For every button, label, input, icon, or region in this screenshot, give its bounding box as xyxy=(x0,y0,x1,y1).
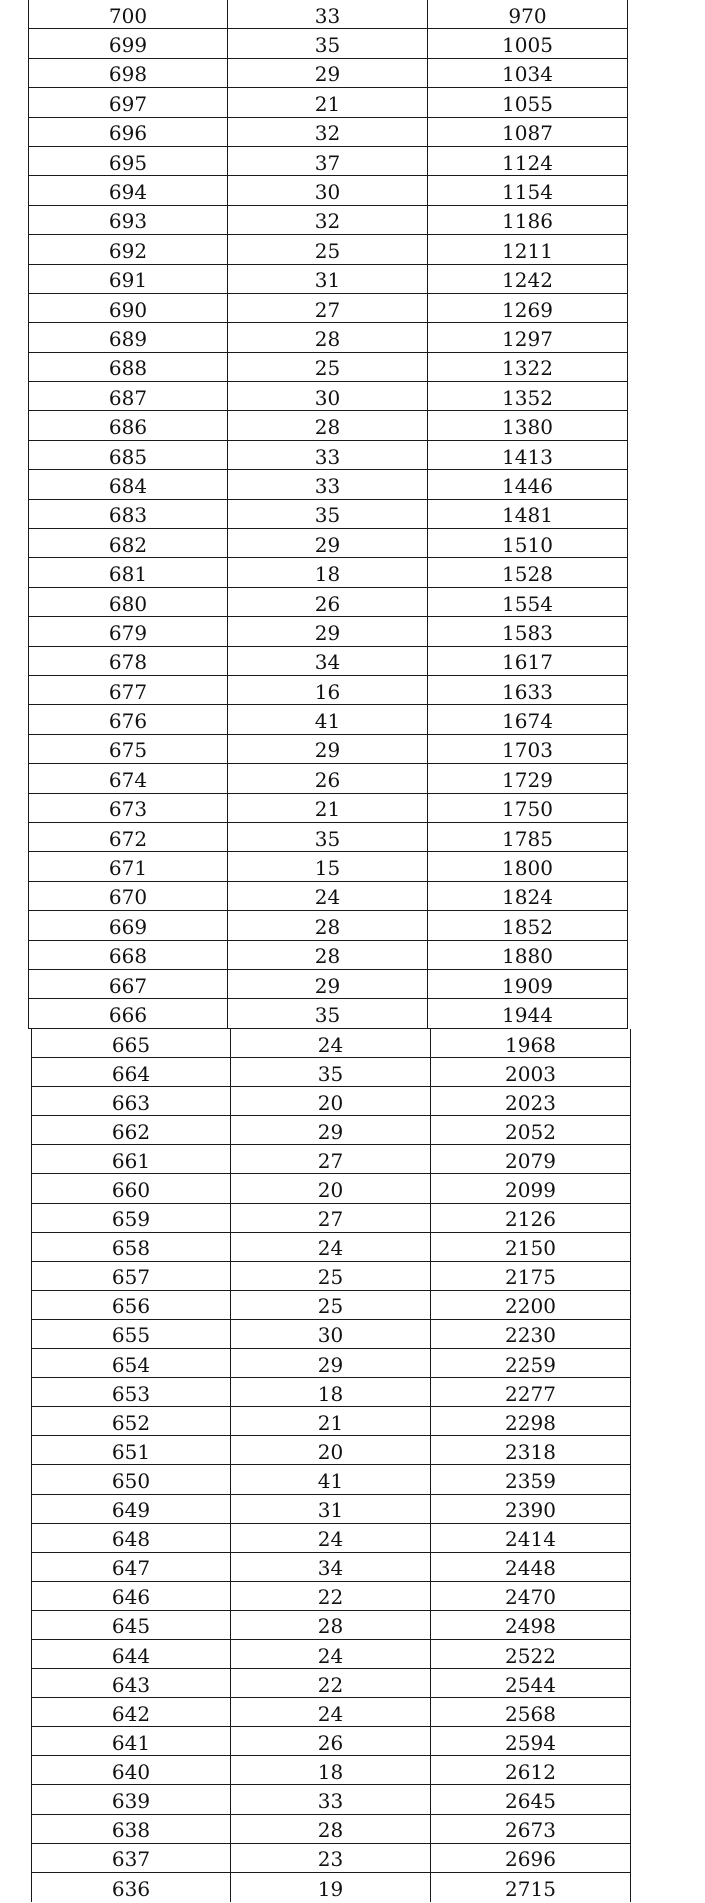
score-cell: 659 xyxy=(31,1204,231,1232)
score-cell: 680 xyxy=(28,588,228,616)
count-cell: 25 xyxy=(231,1291,431,1319)
score-cell: 637 xyxy=(31,1844,231,1872)
table-row xyxy=(28,529,628,558)
table-row xyxy=(28,0,628,29)
table-row xyxy=(31,1204,631,1233)
table-row xyxy=(28,735,628,764)
table-row xyxy=(31,1844,631,1873)
cumulative-cell: 1352 xyxy=(428,382,628,410)
count-cell: 35 xyxy=(228,500,428,528)
count-cell: 25 xyxy=(228,235,428,263)
count-cell: 21 xyxy=(231,1407,431,1435)
score-cell: 650 xyxy=(31,1465,231,1493)
score-cell: 665 xyxy=(31,1029,231,1057)
cumulative-cell: 1785 xyxy=(428,823,628,851)
cumulative-cell: 2277 xyxy=(431,1378,631,1406)
table-row xyxy=(31,1029,631,1058)
score-cell: 700 xyxy=(28,0,228,28)
score-cell: 677 xyxy=(28,676,228,704)
cumulative-cell: 2126 xyxy=(431,1204,631,1232)
score-cell: 674 xyxy=(28,764,228,792)
count-cell: 23 xyxy=(231,1844,431,1872)
cumulative-cell: 2052 xyxy=(431,1116,631,1144)
score-cell: 670 xyxy=(28,882,228,910)
cumulative-cell: 1055 xyxy=(428,88,628,116)
cumulative-cell: 2003 xyxy=(431,1058,631,1086)
score-cell: 685 xyxy=(28,441,228,469)
table-row xyxy=(31,1582,631,1611)
count-cell: 33 xyxy=(231,1785,431,1813)
cumulative-cell: 1617 xyxy=(428,647,628,675)
table-row xyxy=(28,882,628,911)
count-cell: 33 xyxy=(228,0,428,28)
cumulative-cell: 2390 xyxy=(431,1495,631,1523)
cumulative-cell: 1528 xyxy=(428,558,628,586)
cumulative-cell: 1944 xyxy=(428,999,628,1027)
table-row xyxy=(28,353,628,382)
table-row xyxy=(28,588,628,617)
score-cell: 687 xyxy=(28,382,228,410)
cumulative-cell: 1269 xyxy=(428,294,628,322)
score-cell: 694 xyxy=(28,176,228,204)
score-cell: 695 xyxy=(28,147,228,175)
cumulative-cell: 1034 xyxy=(428,59,628,87)
table-row xyxy=(31,1465,631,1494)
table-row xyxy=(28,470,628,499)
cumulative-cell: 1413 xyxy=(428,441,628,469)
count-cell: 28 xyxy=(228,911,428,939)
cumulative-cell: 1242 xyxy=(428,265,628,293)
table-row xyxy=(31,1233,631,1262)
table-row xyxy=(31,1145,631,1174)
count-cell: 18 xyxy=(231,1756,431,1784)
count-cell: 31 xyxy=(228,265,428,293)
cumulative-cell: 1824 xyxy=(428,882,628,910)
table-row xyxy=(28,265,628,294)
score-cell: 688 xyxy=(28,353,228,381)
cumulative-cell: 1186 xyxy=(428,206,628,234)
cumulative-cell: 2259 xyxy=(431,1349,631,1377)
count-cell: 29 xyxy=(228,617,428,645)
count-cell: 28 xyxy=(228,941,428,969)
cumulative-cell: 1703 xyxy=(428,735,628,763)
score-cell: 675 xyxy=(28,735,228,763)
count-cell: 30 xyxy=(231,1320,431,1348)
table-row xyxy=(31,1873,631,1902)
table-row xyxy=(31,1727,631,1756)
score-cell: 636 xyxy=(31,1873,231,1902)
table-row xyxy=(28,382,628,411)
score-cell: 646 xyxy=(31,1582,231,1610)
score-cell: 669 xyxy=(28,911,228,939)
cumulative-cell: 1297 xyxy=(428,323,628,351)
score-cell: 656 xyxy=(31,1291,231,1319)
table-row xyxy=(31,1756,631,1785)
score-cell: 671 xyxy=(28,852,228,880)
table-row xyxy=(31,1174,631,1203)
score-cell: 660 xyxy=(31,1174,231,1202)
cumulative-cell: 1729 xyxy=(428,764,628,792)
score-table-bottom xyxy=(31,1029,631,1902)
table-row xyxy=(28,441,628,470)
count-cell: 21 xyxy=(228,88,428,116)
count-cell: 35 xyxy=(228,823,428,851)
cumulative-cell: 1124 xyxy=(428,147,628,175)
count-cell: 25 xyxy=(228,353,428,381)
cumulative-cell: 2696 xyxy=(431,1844,631,1872)
count-cell: 25 xyxy=(231,1262,431,1290)
cumulative-cell: 2230 xyxy=(431,1320,631,1348)
score-cell: 649 xyxy=(31,1495,231,1523)
table-row xyxy=(28,999,628,1028)
score-cell: 658 xyxy=(31,1233,231,1261)
score-cell: 668 xyxy=(28,941,228,969)
count-cell: 32 xyxy=(228,206,428,234)
cumulative-cell: 2470 xyxy=(431,1582,631,1610)
cumulative-cell: 1380 xyxy=(428,411,628,439)
score-cell: 696 xyxy=(28,118,228,146)
count-cell: 37 xyxy=(228,147,428,175)
count-cell: 27 xyxy=(228,294,428,322)
count-cell: 41 xyxy=(228,705,428,733)
count-cell: 26 xyxy=(231,1727,431,1755)
score-cell: 697 xyxy=(28,88,228,116)
table-row xyxy=(28,294,628,323)
table-row xyxy=(31,1349,631,1378)
score-cell: 638 xyxy=(31,1815,231,1843)
count-cell: 28 xyxy=(231,1815,431,1843)
score-cell: 693 xyxy=(28,206,228,234)
score-cell: 655 xyxy=(31,1320,231,1348)
count-cell: 35 xyxy=(228,999,428,1027)
count-cell: 19 xyxy=(231,1873,431,1902)
count-cell: 24 xyxy=(231,1233,431,1261)
table-row xyxy=(28,617,628,646)
count-cell: 27 xyxy=(231,1145,431,1173)
count-cell: 34 xyxy=(228,647,428,675)
count-cell: 29 xyxy=(231,1349,431,1377)
count-cell: 27 xyxy=(231,1204,431,1232)
table-row xyxy=(31,1407,631,1436)
cumulative-cell: 1633 xyxy=(428,676,628,704)
count-cell: 18 xyxy=(228,558,428,586)
score-cell: 667 xyxy=(28,970,228,998)
count-cell: 34 xyxy=(231,1553,431,1581)
count-cell: 20 xyxy=(231,1436,431,1464)
score-cell: 681 xyxy=(28,558,228,586)
count-cell: 16 xyxy=(228,676,428,704)
score-cell: 698 xyxy=(28,59,228,87)
score-cell: 689 xyxy=(28,323,228,351)
cumulative-cell: 2544 xyxy=(431,1669,631,1697)
cumulative-cell: 1583 xyxy=(428,617,628,645)
cumulative-cell: 2568 xyxy=(431,1698,631,1726)
table-row xyxy=(28,88,628,117)
table-row xyxy=(28,705,628,734)
cumulative-cell: 1005 xyxy=(428,29,628,57)
cumulative-cell: 2023 xyxy=(431,1087,631,1115)
table-row xyxy=(31,1116,631,1145)
count-cell: 24 xyxy=(231,1524,431,1552)
score-cell: 682 xyxy=(28,529,228,557)
table-row xyxy=(28,794,628,823)
count-cell: 20 xyxy=(231,1174,431,1202)
score-cell: 686 xyxy=(28,411,228,439)
table-row xyxy=(31,1785,631,1814)
cumulative-cell: 2318 xyxy=(431,1436,631,1464)
cumulative-cell: 1554 xyxy=(428,588,628,616)
count-cell: 29 xyxy=(228,970,428,998)
count-cell: 24 xyxy=(228,882,428,910)
score-cell: 683 xyxy=(28,500,228,528)
table-row xyxy=(28,852,628,881)
score-cell: 690 xyxy=(28,294,228,322)
score-cell: 692 xyxy=(28,235,228,263)
table-row xyxy=(28,323,628,352)
count-cell: 20 xyxy=(231,1087,431,1115)
cumulative-cell: 2298 xyxy=(431,1407,631,1435)
count-cell: 35 xyxy=(231,1058,431,1086)
table-row xyxy=(31,1640,631,1669)
count-cell: 24 xyxy=(231,1698,431,1726)
table-row xyxy=(28,941,628,970)
count-cell: 28 xyxy=(228,411,428,439)
cumulative-cell: 2498 xyxy=(431,1611,631,1639)
table-row xyxy=(28,59,628,88)
count-cell: 21 xyxy=(228,794,428,822)
count-cell: 29 xyxy=(228,529,428,557)
count-cell: 26 xyxy=(228,764,428,792)
count-cell: 33 xyxy=(228,470,428,498)
cumulative-cell: 1481 xyxy=(428,500,628,528)
count-cell: 29 xyxy=(231,1116,431,1144)
cumulative-cell: 2645 xyxy=(431,1785,631,1813)
table-row xyxy=(31,1524,631,1553)
table-row xyxy=(28,676,628,705)
count-cell: 29 xyxy=(228,59,428,87)
cumulative-cell: 1909 xyxy=(428,970,628,998)
cumulative-cell: 2099 xyxy=(431,1174,631,1202)
cumulative-cell: 2414 xyxy=(431,1524,631,1552)
cumulative-cell: 1211 xyxy=(428,235,628,263)
score-cell: 657 xyxy=(31,1262,231,1290)
cumulative-cell: 1674 xyxy=(428,705,628,733)
count-cell: 31 xyxy=(231,1495,431,1523)
cumulative-cell: 1800 xyxy=(428,852,628,880)
score-cell: 653 xyxy=(31,1378,231,1406)
table-row xyxy=(28,206,628,235)
table-row xyxy=(31,1262,631,1291)
count-cell: 33 xyxy=(228,441,428,469)
score-cell: 666 xyxy=(28,999,228,1027)
cumulative-cell: 2715 xyxy=(431,1873,631,1902)
score-cell: 651 xyxy=(31,1436,231,1464)
table-row xyxy=(31,1553,631,1582)
cumulative-cell: 2522 xyxy=(431,1640,631,1668)
table-row xyxy=(28,764,628,793)
table-row xyxy=(28,411,628,440)
count-cell: 30 xyxy=(228,176,428,204)
count-cell: 24 xyxy=(231,1029,431,1057)
table-row xyxy=(28,970,628,999)
cumulative-cell: 1880 xyxy=(428,941,628,969)
cumulative-cell: 2612 xyxy=(431,1756,631,1784)
table-row xyxy=(28,147,628,176)
count-cell: 32 xyxy=(228,118,428,146)
cumulative-cell: 1852 xyxy=(428,911,628,939)
count-cell: 30 xyxy=(228,382,428,410)
cumulative-cell: 1750 xyxy=(428,794,628,822)
score-cell: 679 xyxy=(28,617,228,645)
cumulative-cell: 2079 xyxy=(431,1145,631,1173)
count-cell: 24 xyxy=(231,1640,431,1668)
score-cell: 664 xyxy=(31,1058,231,1086)
cumulative-cell: 2200 xyxy=(431,1291,631,1319)
table-row xyxy=(31,1815,631,1844)
table-row xyxy=(28,558,628,587)
score-cell: 691 xyxy=(28,265,228,293)
cumulative-cell: 2150 xyxy=(431,1233,631,1261)
cumulative-cell: 1322 xyxy=(428,353,628,381)
score-cell: 676 xyxy=(28,705,228,733)
table-row xyxy=(28,235,628,264)
score-cell: 654 xyxy=(31,1349,231,1377)
table-row xyxy=(31,1058,631,1087)
cumulative-cell: 1087 xyxy=(428,118,628,146)
table-row xyxy=(31,1669,631,1698)
score-cell: 639 xyxy=(31,1785,231,1813)
score-cell: 647 xyxy=(31,1553,231,1581)
count-cell: 35 xyxy=(228,29,428,57)
score-cell: 642 xyxy=(31,1698,231,1726)
table-row xyxy=(28,911,628,940)
table-row xyxy=(28,647,628,676)
score-cell: 672 xyxy=(28,823,228,851)
count-cell: 22 xyxy=(231,1669,431,1697)
table-row xyxy=(31,1320,631,1349)
count-cell: 41 xyxy=(231,1465,431,1493)
cumulative-cell: 1510 xyxy=(428,529,628,557)
score-cell: 661 xyxy=(31,1145,231,1173)
count-cell: 26 xyxy=(228,588,428,616)
table-row xyxy=(28,500,628,529)
cumulative-cell: 1446 xyxy=(428,470,628,498)
cumulative-cell: 2594 xyxy=(431,1727,631,1755)
score-cell: 663 xyxy=(31,1087,231,1115)
table-row xyxy=(31,1611,631,1640)
table-row xyxy=(28,176,628,205)
cumulative-cell: 1154 xyxy=(428,176,628,204)
table-row xyxy=(28,29,628,58)
cumulative-cell: 1968 xyxy=(431,1029,631,1057)
table-row xyxy=(28,823,628,852)
count-cell: 28 xyxy=(228,323,428,351)
table-row xyxy=(31,1436,631,1465)
count-cell: 22 xyxy=(231,1582,431,1610)
count-cell: 15 xyxy=(228,852,428,880)
score-table-top xyxy=(28,0,628,1029)
score-cell: 673 xyxy=(28,794,228,822)
count-cell: 18 xyxy=(231,1378,431,1406)
cumulative-cell: 2448 xyxy=(431,1553,631,1581)
cumulative-cell: 970 xyxy=(428,0,628,28)
score-cell: 684 xyxy=(28,470,228,498)
score-cell: 643 xyxy=(31,1669,231,1697)
table-row xyxy=(28,118,628,147)
table-row xyxy=(31,1495,631,1524)
score-cell: 640 xyxy=(31,1756,231,1784)
table-row xyxy=(31,1291,631,1320)
score-cell: 699 xyxy=(28,29,228,57)
cumulative-cell: 2359 xyxy=(431,1465,631,1493)
score-cell: 645 xyxy=(31,1611,231,1639)
cumulative-cell: 2175 xyxy=(431,1262,631,1290)
score-cell: 678 xyxy=(28,647,228,675)
score-cell: 644 xyxy=(31,1640,231,1668)
score-cell: 662 xyxy=(31,1116,231,1144)
score-cell: 648 xyxy=(31,1524,231,1552)
cumulative-cell: 2673 xyxy=(431,1815,631,1843)
table-row xyxy=(31,1087,631,1116)
score-cell: 652 xyxy=(31,1407,231,1435)
count-cell: 29 xyxy=(228,735,428,763)
count-cell: 28 xyxy=(231,1611,431,1639)
table-row xyxy=(31,1378,631,1407)
score-cell: 641 xyxy=(31,1727,231,1755)
table-row xyxy=(31,1698,631,1727)
